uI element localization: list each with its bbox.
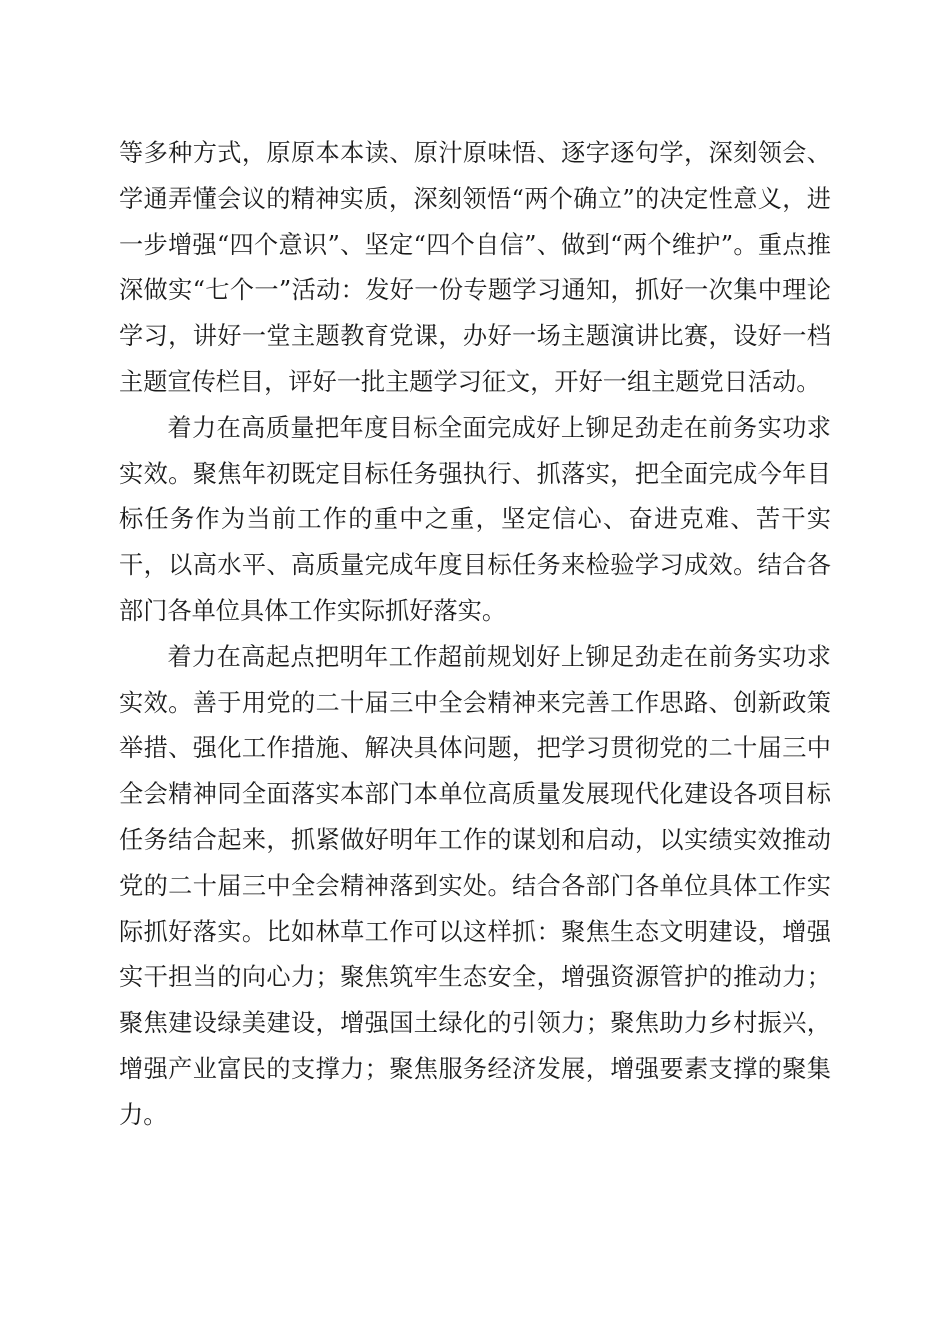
document-body [119,131,831,1139]
paragraph-2: 着力在高质量把年度目标全面完成好上铆足劲走在前务实功求实效。聚焦年初既定目标任务强执行、抓落实，把全面完成今年目标任务作为当前工作的重中之重，坚定信心、奋进克难、苦干实干，以高水平、高质量完成年度目标任务来检验学习成效。结合各部门各单位具体工作实际抓好落实。 [119,413,831,625]
paragraph-1: 等多种方式，原原本本读、原汁原味悟、逐字逐句学，深刻领会、学通弄懂会议的精神实质，深刻领悟“两个确立”的决定性意义，进一步增强“四个意识”、坚定“四个自信”、做到“两个维护”。重点推深做实“七个一”活动：发好一份专题学习通知，抓好一次集中理论学习，讲好一堂主题教育党课，办好一场主题演讲比赛，设好一档主题宣传栏目，评好一批主题学习征文，开好一组主题党日活动。 [119,139,831,396]
paragraph-3: 着力在高起点把明年工作超前规划好上铆足劲走在前务实功求实效。善于用党的二十届三中全会精神来完善工作思路、创新政策举措、强化工作措施、解决具体问题，把学习贯彻党的二十届三中全会精神同全面落实本部门本单位高质量发展现代化建设各项目标任务结合起来，抓紧做好明年工作的谋划和启动，以实绩实效推动党的二十届三中全会精神落到实处。结合各部门各单位具体工作实际抓好落实。比如林草工作可以这样抓：聚焦生态文明建设，增强实干担当的向心力；聚焦筑牢生态安全，增强资源管护的推动力；聚焦建设绿美建设，增强国土绿化的引领力；聚焦助力乡村振兴，增强产业富民的支撑力；聚焦服务经济发展，增强要素支撑的聚集力。 [119,642,831,1129]
